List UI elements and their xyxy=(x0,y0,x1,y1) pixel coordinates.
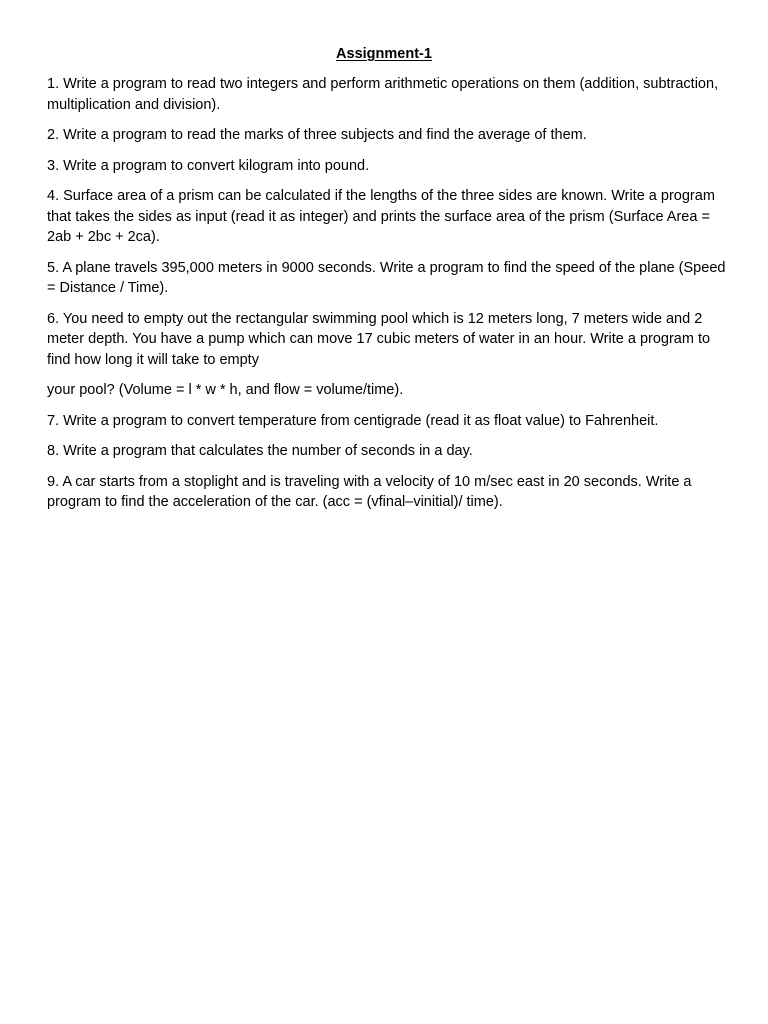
assignment-item-8: 8. Write a program that calculates the number of seconds in a day. xyxy=(47,443,473,459)
assignment-item-9: 9. A car starts from a stoplight and is traveling with a velocity of 10 m/sec east in 20 seconds. Write a program to find the acceleration of the car. (acc = (vfinal–vinitial)/ time). xyxy=(47,473,692,510)
assignment-item-5: 5. A plane travels 395,000 meters in 9000 seconds. Write a program to find the speed of the plane (Speed = Distance / Time). xyxy=(47,259,726,296)
assignment-item-2: 2. Write a program to read the marks of three subjects and find the average of them. xyxy=(47,127,587,143)
assignment-item-6-continued: your pool? (Volume = l * w * h, and flow = volume/time). xyxy=(47,382,404,398)
assignment-item-7: 7. Write a program to convert temperature from centigrade (read it as float value) to Fahrenheit. xyxy=(47,412,659,429)
document-title xyxy=(0,44,768,64)
assignment-item-3: 3. Write a program to convert kilogram into pound. xyxy=(47,157,370,174)
assignment-list xyxy=(47,74,727,523)
assignment-item-4: 4. Surface area of a prism can be calculated if the lengths of the three sides are known. Write a program that takes the sides as input (read it as integer) and prints the surface area of the prism (Surface Area = 2ab + 2bc + 2ca). xyxy=(47,188,715,245)
assignment-item-1: 1. Write a program to read two integers and perform arithmetic operations on them (addition, subtraction, multiplication and division). xyxy=(47,76,719,113)
document-title-text: Assignment-1 xyxy=(336,46,432,62)
assignment-item-6: 6. You need to empty out the rectangular swimming pool which is 12 meters long, 7 meters wide and 2 meter depth. You have a pump which can move 17 cubic meters of water in an hour. Write a program to find how long it will take to empty xyxy=(47,310,711,368)
